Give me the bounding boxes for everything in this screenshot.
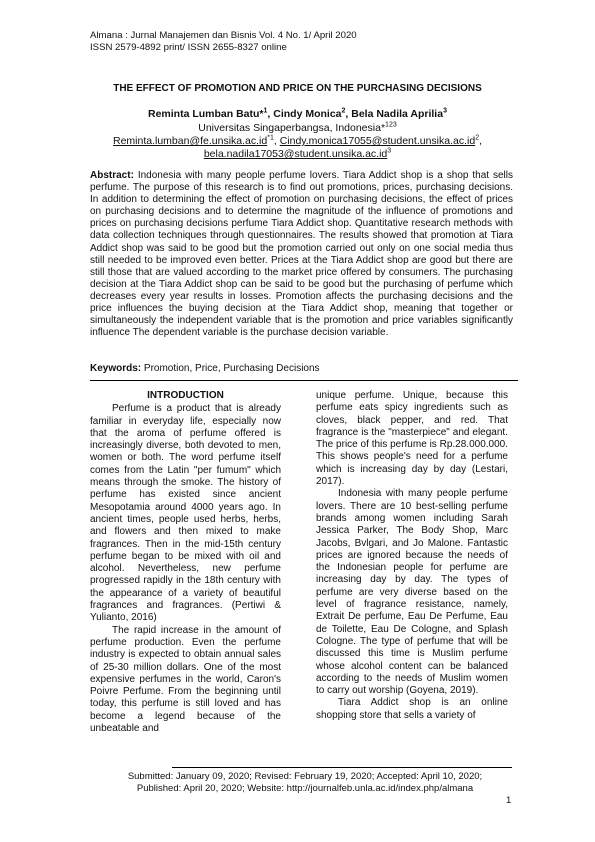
footer-dates: Submitted: January 09, 2020; Revised: February 19, 2020; Accepted: April 10, 2020; bbox=[127, 771, 483, 782]
paragraph: Indonesia with many people perfume lovers. There are 10 best-selling perfume brands among women including Sarah Jessica Parker, The Body Shop, Marc Jacobs, Bvlgari, and Jo Malone. Fantastic prices are ignored because the needs of the Indonesian people for perfume are increasing day by day. The types of perfume are very diverse based on the level of fragrance resistance, namely, Extrait De perfume, Eau De Perfume, Eau de Toilette, Eau De Cologne, and Splash Cologne. The type of perfume that will be discussed this time is Muslim perfume whose alcohol content can be balanced according to the needs of Muslim women to carry out worship (Goyena, 2019). bbox=[316, 488, 508, 697]
author-1: Reminta Lumban Batu* bbox=[148, 108, 264, 120]
email-3-sup: 3 bbox=[387, 147, 392, 155]
submission-footer bbox=[90, 771, 520, 795]
footer-website: Published: April 20, 2020; Website: http://journalfeb.unla.ac.id/index.php/almana bbox=[136, 783, 474, 794]
email-link-2[interactable]: Cindy.monica17055@student.unsika.ac.id bbox=[279, 135, 476, 147]
paragraph: Perfume is a product that is already familiar in everyday life, especially now that the aroma of perfume offered is increasingly diverse, both devoted to men, women or both. The word perfume itself comes from the Latin "per fumum" which means through the smoke. The history of perfume has existed since ancient Mesopotamia around 4000 years ago. In ancient times, people used herbs, herbs, and flowers and then mixed to make fragrances. Then in the mid-15th century perfume began to be mixed with oil and alcohol. Nevertheless, new perfume progressed rapidly in the 18th century with the appearance of a variety of beautiful fragrances and fragrances. (Pertiwi & Yulianto, 2016) bbox=[90, 403, 281, 624]
affiliation-block bbox=[40, 122, 555, 161]
email-2-sup: 2 bbox=[475, 134, 480, 142]
footer-divider bbox=[172, 767, 512, 768]
email-1-sup: *1 bbox=[267, 134, 274, 142]
section-heading: INTRODUCTION bbox=[147, 390, 224, 401]
email-link-3[interactable]: bela.nadila17053@student.unsika.ac.id bbox=[203, 148, 388, 160]
left-column bbox=[90, 390, 281, 735]
paper-title: THE EFFECT OF PROMOTION AND PRICE ON THE PURCHASING DECISIONS bbox=[113, 83, 482, 94]
email-separator-2: , bbox=[479, 135, 483, 147]
right-column bbox=[316, 390, 508, 722]
abstract-text: Indonesia with many people perfume lovers. Tiara Addict shop is a shop that sells perfume. The purpose of this research is to find out promotions, prices, purchasing decisions. In addition to determining the effect of promotion on purchasing decisions, the effect of prices on purchasing decisions and to determine the magnitude of the influence of promotions and prices on purchasing decisions perfume Tiara Addict shop. Quantitative research methods with data collection techniques through questionnaires. The results showed that promotion at Tiara Addict shop was said to be good but the promotion carried out only on one social media thus still needed to be improved even better. Prices at the Tiara Addict shop are good but there are still those that are valued according to the market price offered by consumers. The purchasing decision at the Tiara Addict shop can be said to be good but the purchasing of perfume which decreases every year results in losses. Promotion affects the purchasing decisions and the price influences the buying decision at the Tiara Addict shop, meaning that together or simultaneously the independent variable that is the promotion and price variables significantly influence The dependent variable is the purchase decision variable. bbox=[90, 170, 513, 339]
abstract-label: Abstract: bbox=[90, 170, 134, 181]
section-divider bbox=[90, 380, 518, 381]
page-number: 1 bbox=[506, 795, 512, 806]
keywords-label: Keywords: bbox=[90, 363, 142, 374]
author-list bbox=[40, 108, 555, 120]
paragraph: unique perfume. Unique, because this perfume eats spicy ingredients such as cloves, black pepper, and red. That fragrance is the "masterpiece" and elegant. The price of this perfume is Rp.28.000.000. This shows people's need for a perfume which is increasing day by day (Lestari, 2017). bbox=[316, 390, 508, 488]
journal-issn: ISSN 2579-4892 print/ ISSN 2655-8327 online bbox=[90, 42, 287, 53]
affiliation-sup: 123 bbox=[385, 121, 397, 129]
author-3-sup: 3 bbox=[443, 107, 447, 115]
keywords-text: Promotion, Price, Purchasing Decisions bbox=[141, 363, 320, 374]
journal-name: Almana : Jurnal Manajemen dan Bisnis Vol. 4 No. 1/ April 2020 bbox=[90, 30, 357, 41]
author-2: , Cindy Monica bbox=[267, 108, 342, 120]
affiliation: Universitas Singaperbangsa, Indonesia* bbox=[198, 122, 386, 134]
paragraph: Tiara Addict shop is an online shopping store that sells a variety of bbox=[316, 697, 508, 721]
keywords bbox=[90, 363, 513, 374]
email-link-1[interactable]: Reminta.lumban@fe.unsika.ac.id bbox=[112, 135, 268, 147]
email-separator-1: , bbox=[273, 135, 280, 147]
author-1-sup: 1 bbox=[263, 107, 268, 115]
author-2-sup: 2 bbox=[341, 107, 346, 115]
abstract bbox=[90, 170, 513, 339]
author-3: , Bela Nadila Aprilia bbox=[345, 108, 444, 120]
journal-header bbox=[90, 30, 357, 54]
paragraph: The rapid increase in the amount of perfume production. Even the perfume industry is expected to obtain annual sales of 25-30 million dollars. One of the most expensive perfumes in the world, Caron's Poivre Perfume. From the beginning until today, this perfume is still loved and has become a legend because of the unbeatable and bbox=[90, 624, 281, 735]
